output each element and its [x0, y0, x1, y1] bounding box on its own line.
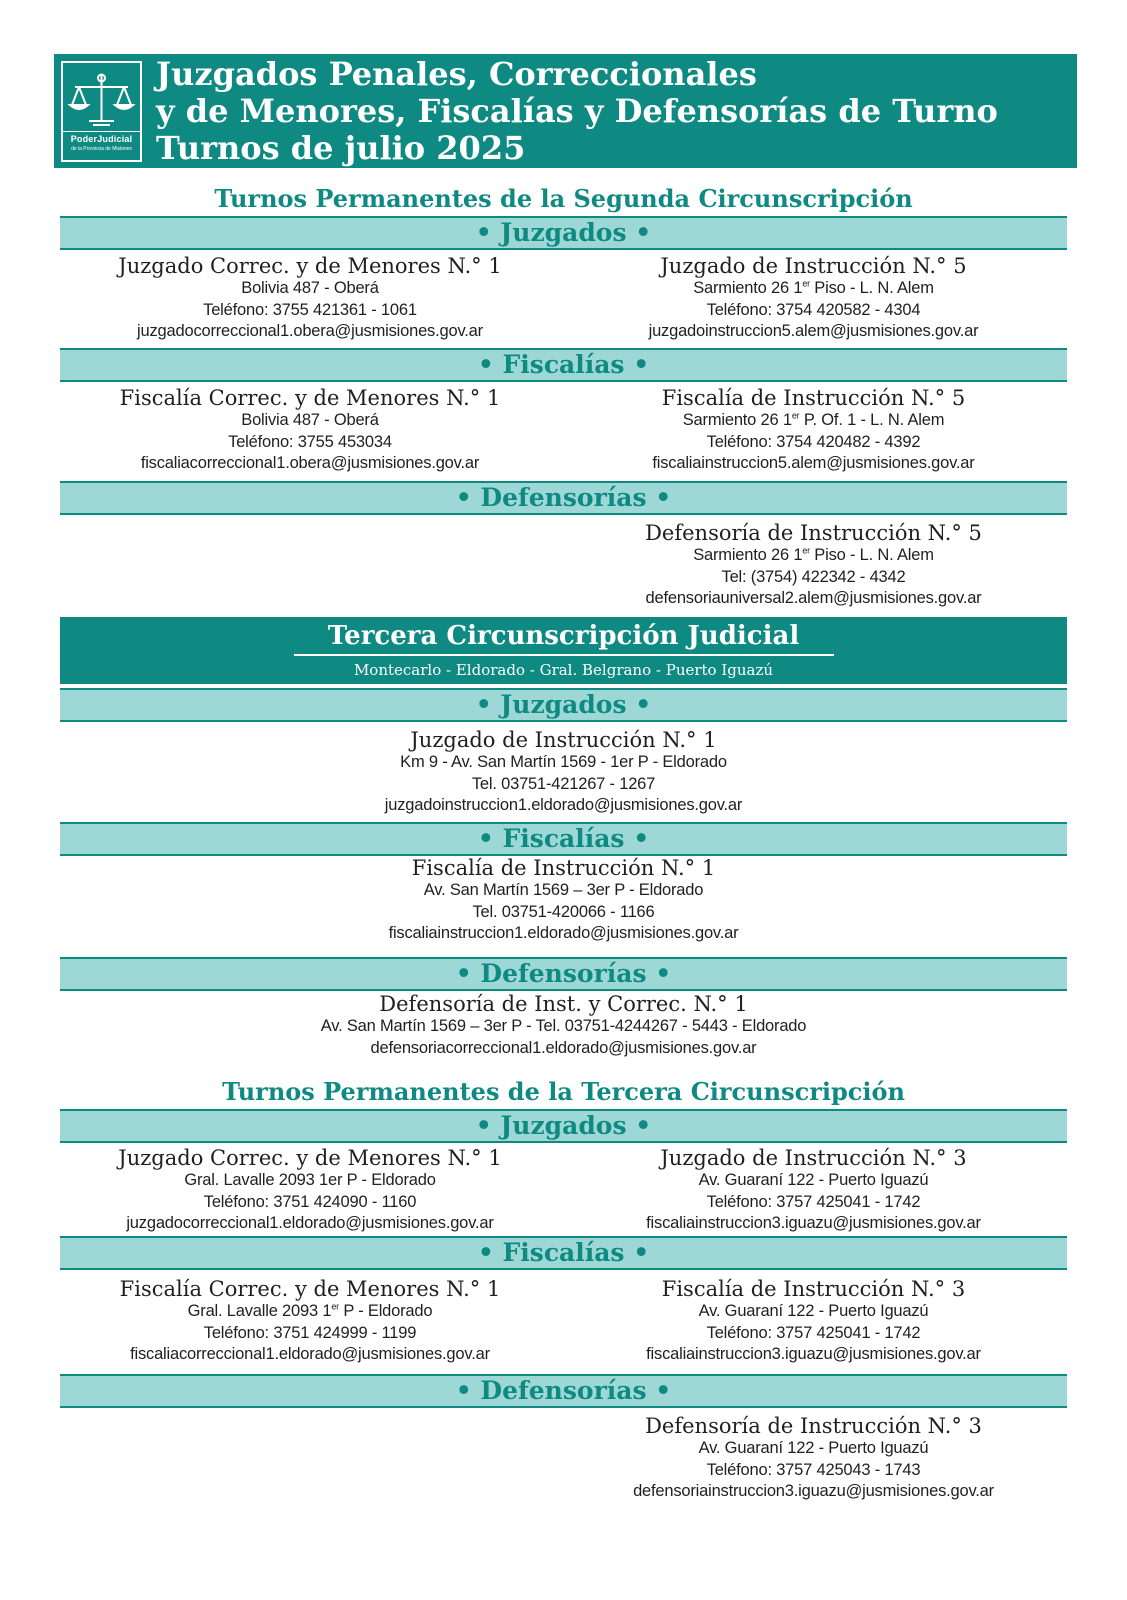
permanentes-juzgados-band: • Juzgados • [60, 1109, 1067, 1143]
entry-email[interactable]: defensoriauniversal2.alem@jusmisiones.gov.ar [645, 589, 982, 607]
permanentes-tercera-title: Turnos Permanentes de la Tercera Circunscripción [222, 1077, 905, 1106]
entry-email[interactable]: fiscaliacorreccional1.eldorado@jusmisiones.gov.ar [130, 1345, 490, 1363]
entry-name: Fiscalía Correc. y de Menores N.° 1 [119, 386, 501, 410]
entry-email[interactable]: fiscaliainstruccion5.alem@jusmisiones.gov.ar [652, 454, 975, 472]
entry-phone: Teléfono: 3757 425041 - 1742 [706, 1192, 921, 1211]
entry-name: Juzgado de Instrucción N.° 5 [660, 254, 967, 278]
entry-email[interactable]: defensoriacorreccional1.eldorado@jusmisiones.gov.ar [370, 1038, 757, 1057]
entry-address: Km 9 - Av. San Martín 1569 - 1er P - Eldorado [400, 753, 727, 771]
segunda-defensoria-instruccion-5 [560, 522, 1067, 610]
permanentes-defensoria-instruccion-3 [560, 1415, 1067, 1503]
entry-name: Defensoría de Instrucción N.° 3 [645, 1414, 982, 1438]
tercera-defensorias-band: • Defensorías • [60, 957, 1067, 991]
entry-name: Juzgado Correc. y de Menores N.° 1 [118, 254, 502, 278]
entry-address: Bolivia 487 - Oberá [241, 279, 379, 297]
entry-address: Av. Guaraní 122 - Puerto Iguazú [698, 1439, 929, 1457]
scales-of-justice-icon [67, 69, 136, 129]
logo-text-poder-judicial: PoderJudicial [63, 131, 140, 144]
entry-phone: Tel. 03751-420066 - 1166 [472, 902, 655, 921]
header-title-line1: Juzgados Penales, Correccionales [156, 55, 757, 93]
segunda-title: Turnos Permanentes de la Segunda Circunscripción [214, 184, 913, 213]
entry-address: Av. San Martín 1569 – 3er P - Tel. 03751-4244267 - 5443 - Eldorado [320, 1017, 807, 1035]
entry-address: Av. San Martín 1569 – 3er P - Eldorado [423, 881, 704, 899]
entry-name: Juzgado de Instrucción N.° 3 [660, 1146, 967, 1170]
entry-phone: Teléfono: 3754 420482 - 4392 [706, 432, 921, 451]
entry-phone: Teléfono: 3754 420582 - 4304 [706, 300, 921, 319]
segunda-fiscalia-correccional-1 [60, 387, 560, 475]
segunda-defensorias-band: • Defensorías • [60, 481, 1067, 515]
entry-email[interactable]: fiscaliainstruccion1.eldorado@jusmisiones.gov.ar [388, 924, 739, 942]
header-title-line3: Turnos de julio 2025 [156, 129, 526, 167]
tercera-fiscalia-instruccion-1 [60, 857, 1067, 945]
permanentes-fiscalias-band: • Fiscalías • [60, 1236, 1067, 1270]
entry-name: Fiscalía de Instrucción N.° 3 [661, 1277, 966, 1301]
entry-phone: Teléfono: 3755 421361 - 1061 [203, 300, 417, 319]
segunda-fiscalias-band: • Fiscalías • [60, 348, 1067, 382]
tercera-circunscripcion-banner [60, 617, 1067, 684]
entry-phone: Teléfono: 3757 425041 - 1742 [706, 1323, 921, 1342]
permanentes-juzgado-instruccion-3 [560, 1147, 1067, 1235]
entry-name: Fiscalía de Instrucción N.° 1 [411, 856, 716, 880]
entry-address: Av. Guaraní 122 - Puerto Iguazú [698, 1171, 929, 1189]
entry-name: Juzgado Correc. y de Menores N.° 1 [118, 1146, 502, 1170]
entry-name: Fiscalía de Instrucción N.° 5 [661, 386, 966, 410]
entry-email[interactable]: juzgadocorreccional1.eldorado@jusmisiones.gov.ar [126, 1214, 494, 1232]
tercera-title-underline [294, 654, 834, 656]
tercera-juzgado-instruccion-1 [60, 729, 1067, 817]
permanentes-fiscalia-correccional-1 [60, 1278, 560, 1366]
entry-address: Gral. Lavalle 2093 1er P - Eldorado [187, 1301, 433, 1320]
poder-judicial-logo [61, 61, 142, 162]
permanentes-juzgado-correccional-1 [60, 1147, 560, 1235]
entry-address: Av. Guaraní 122 - Puerto Iguazú [698, 1302, 929, 1320]
entry-phone: Teléfono: 3751 424999 - 1199 [203, 1323, 417, 1342]
entry-name: Defensoría de Inst. y Correc. N.° 1 [379, 992, 748, 1016]
tercera-juzgados-band: • Juzgados • [60, 688, 1067, 722]
entry-phone: Tel: (3754) 422342 - 4342 [721, 567, 906, 586]
entry-address: Gral. Lavalle 2093 1er P - Eldorado [184, 1171, 436, 1189]
segunda-fiscalia-instruccion-5 [560, 387, 1067, 475]
entry-name: Defensoría de Instrucción N.° 5 [645, 521, 982, 545]
entry-phone: Tel. 03751-421267 - 1267 [471, 774, 656, 793]
tercera-fiscalias-band: • Fiscalías • [60, 822, 1067, 856]
entry-email[interactable]: fiscaliacorreccional1.obera@jusmisiones.gov.ar [140, 454, 480, 472]
entry-email[interactable]: juzgadocorreccional1.obera@jusmisiones.gov.ar [137, 322, 483, 340]
segunda-juzgado-instruccion-5 [560, 255, 1067, 343]
entry-address: Sarmiento 26 1er P. Of. 1 - L. N. Alem [682, 410, 945, 429]
entry-name: Fiscalía Correc. y de Menores N.° 1 [119, 1277, 501, 1301]
permanentes-defensorias-band: • Defensorías • [60, 1374, 1067, 1408]
tercera-subtitle: Montecarlo - Eldorado - Gral. Belgrano - Puerto Iguazú [353, 661, 774, 679]
tercera-defensoria-inst-correc-1 [60, 993, 1067, 1059]
entry-phone: Teléfono: 3755 453034 [228, 432, 392, 451]
segunda-juzgados-band: • Juzgados • [60, 216, 1067, 250]
entry-name: Juzgado de Instrucción N.° 1 [410, 728, 717, 752]
tercera-title: Tercera Circunscripción Judicial [327, 621, 800, 651]
logo-text-provincia: de la Provincia de Misiones [71, 146, 132, 152]
entry-address: Bolivia 487 - Oberá [241, 411, 379, 429]
entry-email[interactable]: juzgadoinstruccion5.alem@jusmisiones.gov.ar [648, 322, 979, 340]
entry-email[interactable]: fiscaliainstruccion3.iguazu@jusmisiones.gov.ar [646, 1345, 981, 1363]
header-banner [54, 54, 1077, 168]
segunda-juzgado-correccional-1 [60, 255, 560, 343]
entry-address: Sarmiento 26 1er Piso - L. N. Alem [693, 545, 934, 564]
entry-email[interactable]: fiscaliainstruccion3.iguazu@jusmisiones.gov.ar [646, 1214, 981, 1232]
entry-address: Sarmiento 26 1er Piso - L. N. Alem [693, 278, 934, 297]
entry-phone: Teléfono: 3751 424090 - 1160 [203, 1192, 417, 1211]
entry-email[interactable]: juzgadoinstruccion1.eldorado@jusmisiones.gov.ar [384, 796, 743, 814]
entry-phone: Teléfono: 3757 425043 - 1743 [706, 1460, 921, 1479]
header-title-line2: y de Menores, Fiscalías y Defensorías de Turno [156, 92, 998, 130]
entry-email[interactable]: defensoriainstruccion3.iguazu@jusmisiones.gov.ar [633, 1482, 994, 1500]
permanentes-fiscalia-instruccion-3 [560, 1278, 1067, 1366]
